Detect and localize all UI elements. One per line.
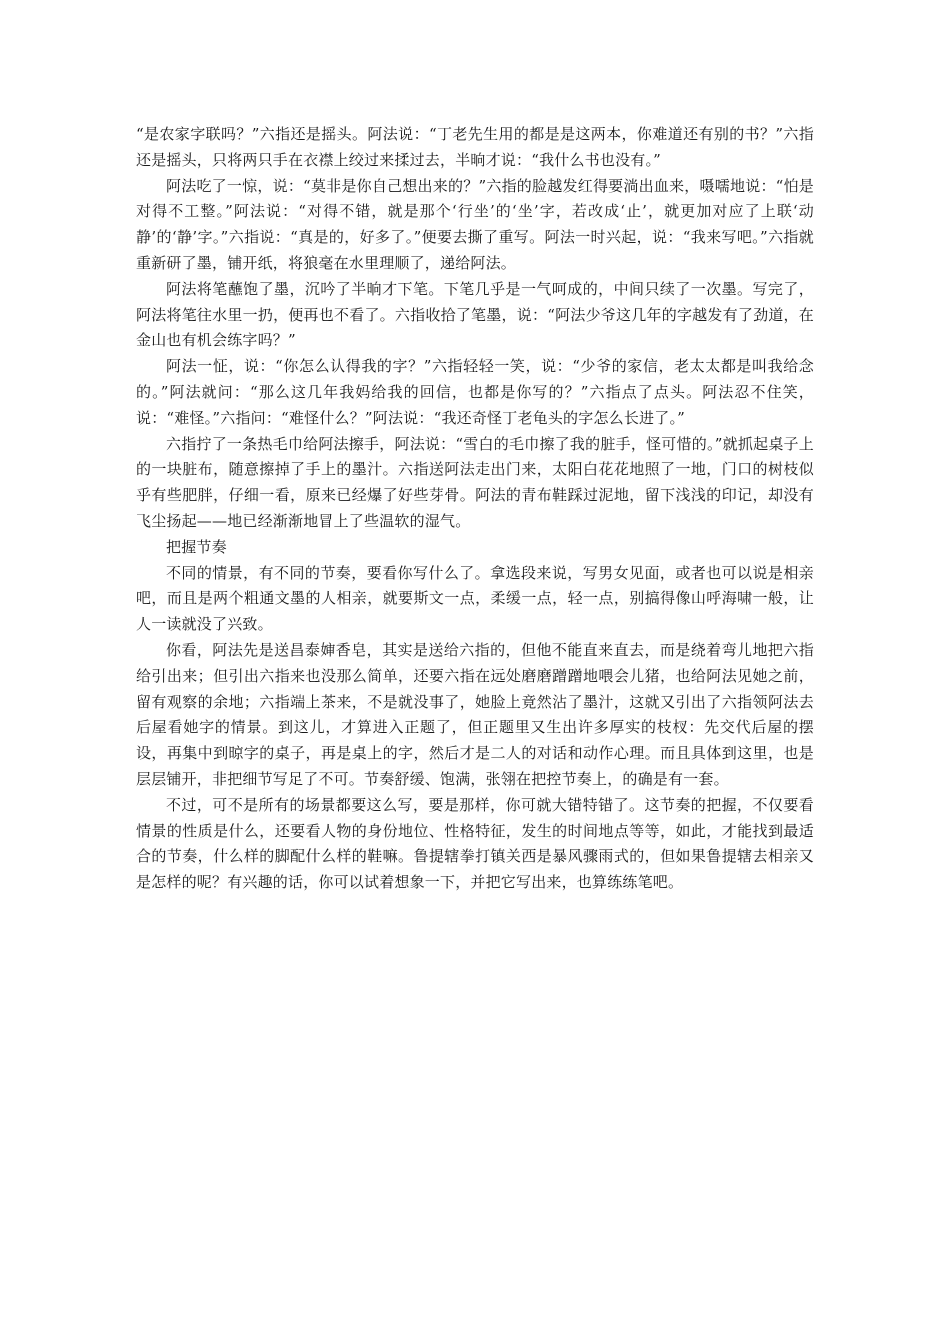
paragraph-8: 不过，可不是所有的场景都要这么写，要是那样，你可就大错特错了。这节奏的把握，不仅要看情景的性质是什么，还要看人物的身份地位、性格特征，发生的时间地点等等，如此，才能找到最适合的节奏，什么样的脚配什么样的鞋嘛。鲁提辖拳打镇关西是暴风骤雨式的，但如果鲁提辖去相亲又是怎样的呢？有兴趣的话，你可以试着想象一下，并把它写出来，也算练练笔吧。	[136, 795, 814, 892]
paragraph-3: 阿法将笔蘸饱了墨，沉吟了半晌才下笔。下笔几乎是一气呵成的，中间只续了一次墨。写完了，阿法将笔往水里一扔，便再也不看了。六指收拾了笔墨，说：“阿法少爷这几年的字越发有了劲道，在金山也有机会练字吗？”	[136, 279, 814, 350]
paragraph-1: “是农家字联吗？”六指还是摇头。阿法说：“丁老先生用的都是是这两本，你难道还有别的书？”六指还是摇头，只将两只手在衣襟上绞过来揉过去，半晌才说：“我什么书也没有。”	[136, 125, 814, 169]
section-heading: 把握节奏	[166, 537, 227, 556]
paragraph-4: 阿法一怔，说：“你怎么认得我的字？”六指轻轻一笑，说：“少爷的家信，老太太都是叫我给念的。”阿法就问：“那么这几年我妈给我的回信，也都是你写的？”六指点了点头。阿法忍不住笑，说：“难怪。”六指问：“难怪什么？”阿法说：“我还奇怪丁老龟头的字怎么长进了。”	[136, 357, 814, 427]
paragraph-7: 你看，阿法先是送昌泰婶香皂，其实是送给六指的，但他不能直来直去，而是绕着弯儿地把六指给引出来；但引出六指来也没那么简单，还要六指在远处磨磨蹭蹭地喂会儿猪，也给阿法见她之前，留有观察的余地；六指端上茶来，不是就没事了，她脸上竟然沾了墨汁，这就又引出了六指领阿法去后屋看她字的情景。到这儿，才算进入正题了，但正题里又生出许多厚实的枝杈：先交代后屋的摆设，再集中到晾字的桌子，再是桌上的字，然后才是二人的对话和动作心理。而且具体到这里，也是层层铺开，非把细节写足了不可。节奏舒缓、饱满，张翎在把控节奏上，的确是有一套。	[136, 640, 814, 788]
document-body	[136, 122, 814, 896]
paragraph-5: 六指拧了一条热毛巾给阿法擦手，阿法说：“雪白的毛巾擦了我的脏手，怪可惜的。”就抓起桌子上的一块脏布，随意擦掉了手上的墨汁。六指送阿法走出门来，太阳白花花地照了一地，门口的树枝似乎有些肥胖，仔细一看，原来已经爆了好些芽骨。阿法的青布鞋踩过泥地，留下浅浅的印记，却没有飞尘扬起——地已经渐渐地冒上了些温软的湿气。	[136, 434, 814, 530]
paragraph-6: 不同的情景，有不同的节奏，要看你写什么了。拿选段来说，写男女见面，或者也可以说是相亲吧，而且是两个粗通文墨的人相亲，就要斯文一点，柔缓一点，轻一点，别搞得像山呼海啸一般，让人一读就没了兴致。	[136, 563, 814, 634]
paragraph-2: 阿法吃了一惊，说：“莫非是你自己想出来的？”六指的脸越发红得要淌出血来，嗫嚅地说：“怕是对得不工整。”阿法说：“对得不错，就是那个‘行坐’的‘坐’字，若改成‘止’，就更加对应了上联‘动静’的‘静’字。”六指说：“真是的，好多了。”便要去撕了重写。阿法一时兴起，说：“我来写吧。”六指就重新研了墨，铺开纸，将狼毫在水里理顺了，递给阿法。	[136, 176, 814, 272]
